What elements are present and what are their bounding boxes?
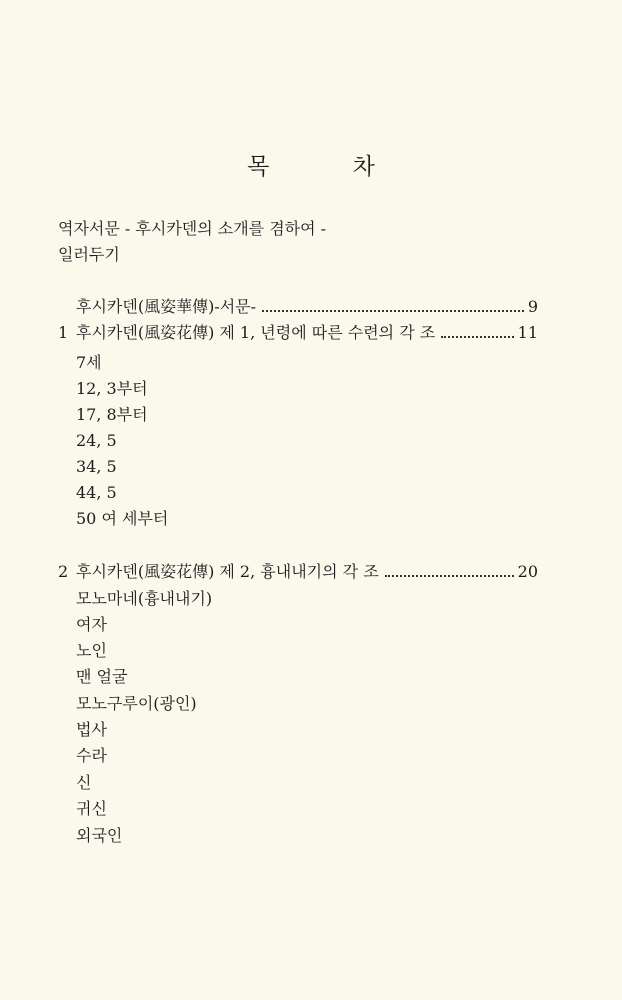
toc-subentry: 맨 얼굴 xyxy=(76,667,128,686)
toc-subentry: 외국인 xyxy=(76,826,123,845)
toc-entry-page: 11 xyxy=(517,323,538,342)
toc-subentry: 모노마네(흉내내기) xyxy=(76,589,213,608)
toc-entry-number: 1 xyxy=(58,323,69,342)
toc-entry xyxy=(58,561,538,583)
toc-leader-dots xyxy=(262,310,524,312)
toc-subentry: 귀신 xyxy=(76,799,107,818)
preface-item: 역자서문 - 후시카덴의 소개를 겸하여 - xyxy=(58,219,327,238)
toc-subentry: 여자 xyxy=(76,615,107,634)
page-title: 목 차 xyxy=(247,154,413,180)
toc-subentry: 7세 xyxy=(76,353,102,372)
toc-subentry: 12, 3부터 xyxy=(76,379,148,398)
toc-subentry: 법사 xyxy=(76,720,107,739)
toc-leader-dots xyxy=(441,336,513,338)
toc-subentry: 24, 5 xyxy=(76,431,117,450)
preface-item: 일러두기 xyxy=(58,245,120,264)
toc-entry-title: 후시카덴(風姿花傳) 제 1, 년령에 따른 수련의 각 조 xyxy=(76,323,436,342)
toc-entry-page: 20 xyxy=(517,562,538,581)
toc-subentry: 34, 5 xyxy=(76,457,117,476)
toc-subentry: 신 xyxy=(76,773,92,792)
toc-entry xyxy=(58,322,538,344)
toc-subentry: 모노구루이(광인) xyxy=(76,694,197,713)
toc-entry-title: 후시카덴(風姿華傳)-서문- xyxy=(76,297,257,316)
toc-entry-number: 2 xyxy=(58,562,69,581)
toc-subentry: 50 여 세부터 xyxy=(76,509,169,528)
toc-subentry: 44, 5 xyxy=(76,483,117,502)
toc-entry-title: 후시카덴(風姿花傳) 제 2, 흉내내기의 각 조 xyxy=(76,562,379,581)
toc-entry-page: 9 xyxy=(527,297,538,316)
toc-leader-dots xyxy=(385,575,514,577)
toc-subentry: 수라 xyxy=(76,746,107,765)
toc-entry xyxy=(58,296,538,318)
toc-subentry: 노인 xyxy=(76,641,107,660)
toc-subentry: 17, 8부터 xyxy=(76,405,148,424)
